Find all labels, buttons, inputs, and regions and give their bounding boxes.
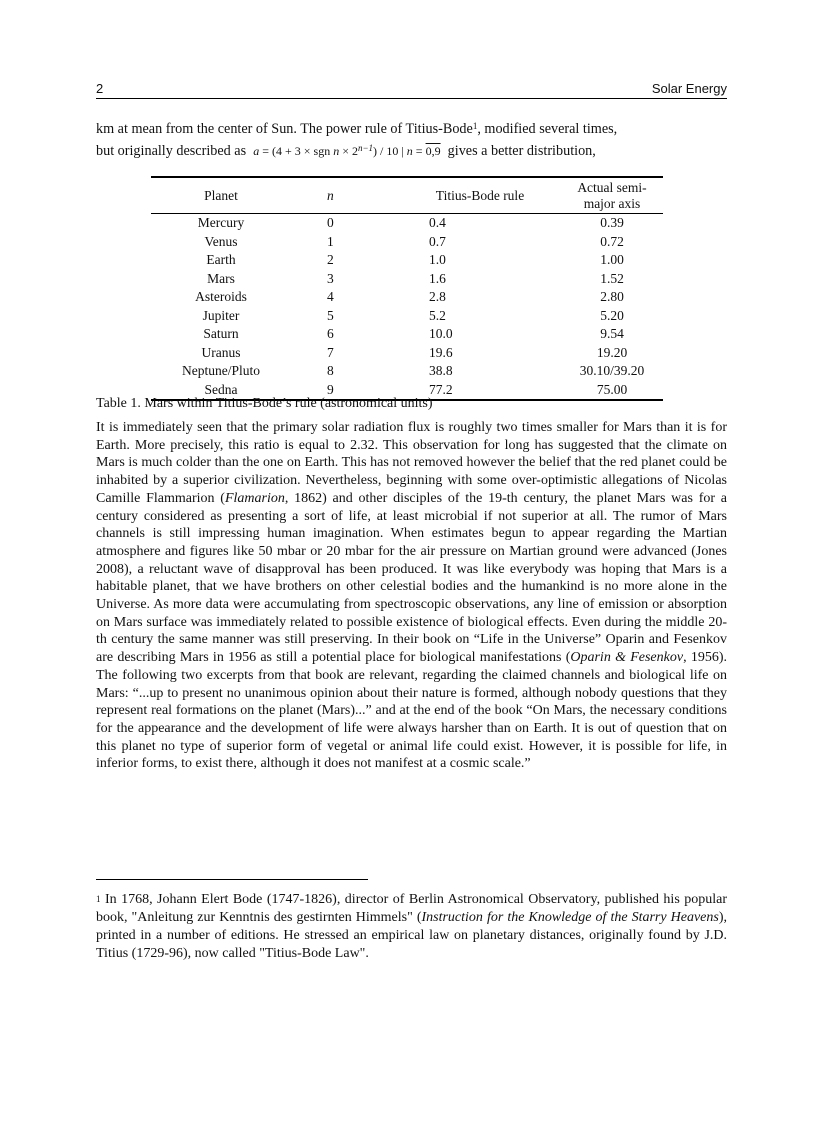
cell-titius-bode: 2.8 (429, 289, 446, 304)
cell-planet: Jupiter (202, 307, 240, 323)
cell-planet: Neptune/Pluto (182, 363, 260, 378)
running-title: Solar Energy (651, 81, 727, 96)
body-text-1: It is immediately seen that the primary solar radiation flux is roughly two times smaller for Mars than it is for Earth. More precisely, this ratio is equal to 2.32. This observation for long has suggested that the climate on Mars is much colder than the one on Earth. This has not removed however the belief that the red planet could be inhabited by a superior civilization. Nevertheless, beginning with some over-optimistic allegations of Nicolas Camille Flammarion ( (96, 420, 727, 506)
body-text-3: , 1956). The following two excerpts from that book are relevant, regarding the claimed channels and biological life on Mars: “...up to present no unanimous opinion about their nature is formed, although nobody questions that they represent real formations on the planet (Mars)...” and at the end of the book “On Mars, the necessary conditions for the appearance and the development of life were always harsher than on Earth. It is out of question that on this planet no type of superior form of vegetal or animal life could exist. However, it is possible for life, in inferior forms, to exist there, although it does not manifest at a cosmic scale.” (96, 650, 727, 772)
footnote (96, 891, 727, 963)
formula-exponent: n−1 (357, 143, 374, 153)
footnote-reference: 1 (472, 121, 478, 131)
header-titius-bode-rule: Titius-Bode rule (435, 188, 525, 203)
formula-n: n (333, 144, 340, 158)
cell-planet: Earth (206, 252, 236, 267)
footnote-text (96, 891, 727, 963)
cell-planet: Mercury (197, 215, 245, 230)
table-body (151, 214, 663, 401)
table-row (151, 325, 663, 344)
cell-titius-bode: 38.8 (429, 363, 453, 378)
table-header-row (151, 177, 663, 214)
formula-a: a (253, 144, 260, 158)
footnote-mark: 1 (96, 894, 101, 904)
cell-titius-bode: 0.4 (429, 215, 446, 230)
cell-n: 9 (327, 381, 334, 397)
footnote-divider (96, 879, 368, 880)
table-caption: Table 1. Mars within Titius-Bode’s rule (astronomical units) (96, 396, 433, 411)
cell-titius-bode: 0.7 (429, 233, 446, 249)
cell-planet: Venus (204, 233, 238, 249)
header-actual-axis: Actual semi-major axis (577, 180, 647, 211)
table-row (151, 288, 663, 307)
cell-n: 8 (327, 363, 334, 378)
cell-titius-bode: 77.2 (429, 381, 453, 397)
intro-paragraph (96, 118, 727, 162)
cell-n: 4 (327, 289, 334, 304)
intro-text-2-tail: gives a better distribution, (447, 143, 596, 159)
cell-planet: Uranus (201, 344, 241, 360)
citation-flamarion: Flamarion (224, 490, 285, 506)
body-text-2: , 1862) and other disciples of the 19-th century, the planet Mars was for a century considered as presenting a sort of life, at least microbial if not superior at all. The rumor of Mars channels is still impressing human imagination. When estimates begun to appear regarding the Martian atmosphere and figures like 50 mbar or 20 mbar for the air pressure on Martian ground were advanced (Jones 2008), a reluctant wave of disapproval has been produced. It was like everybody was hoping that Mars is a habitable planet, that we have brothers on other celestial bodies and the humankind is no more alone in the Universe. As more data were accumulating from spectroscopic observations, any line of emission or absorption on Mars surface was immediately related to possible existence of biological effects. Even during the middle 20-th century the same manner was still preserving. In their book on “Life in the Universe” Oparin and Fesenkov are describing Mars in 1956 as still a potential place for biological manifestations ( (96, 490, 728, 666)
footnote-text-2: ), printed in a number of editions. He stressed an empirical law on planetary distances, originally found by J.D. Titius (1729-96), now called "Titius-Bode Law". (96, 910, 727, 961)
cell-titius-bode: 1.0 (429, 252, 446, 267)
cell-actual: 0.72 (600, 233, 624, 249)
header-n: n (327, 188, 334, 203)
formula-n: n (406, 144, 413, 158)
cell-n: 2 (327, 252, 334, 267)
cell-planet: Sedna (204, 381, 238, 397)
intro-text-1: km at mean from the center of Sun. The power rule of Titius-Bode (96, 121, 473, 137)
page-number: 2 (96, 81, 104, 96)
cell-n: 3 (327, 270, 334, 286)
body-paragraph (96, 419, 727, 773)
formula-range: 0,9 (425, 144, 441, 158)
cell-n: 7 (327, 344, 334, 360)
titius-bode-table (151, 176, 663, 401)
body-text (96, 419, 727, 773)
intro-line-1 (96, 118, 727, 140)
cell-titius-bode: 5.2 (429, 307, 446, 323)
cell-planet: Saturn (203, 326, 239, 341)
titius-bode-formula (253, 144, 440, 158)
intro-text-2: but originally described as (96, 143, 247, 159)
cell-actual: 0.39 (600, 215, 624, 230)
intro-text-1-tail: , modified several times, (477, 121, 618, 137)
formula-part: × 2 (339, 144, 358, 158)
cell-actual: 30.10/39.20 (579, 363, 645, 378)
table-row (151, 307, 663, 326)
table-row (151, 362, 663, 381)
cell-n: 1 (327, 233, 334, 249)
table-row (151, 214, 663, 233)
citation-oparin-fesenkov: Oparin & Fesenkov (570, 650, 684, 666)
cell-actual: 9.54 (600, 326, 624, 341)
formula-part: = (412, 144, 426, 158)
cell-n: 6 (327, 326, 334, 341)
table-row (151, 233, 663, 252)
footnote-text-1: In 1768, Johann Elert Bode (1747-1826), director of Berlin Astronomical Observatory, published his popular book, "Anleitung zur Kenntnis des gestirnten Himmels" ( (96, 892, 727, 925)
cell-actual: 19.20 (596, 344, 628, 360)
formula-part: = (4 + 3 × sgn (259, 144, 334, 158)
table-row (151, 270, 663, 289)
cell-planet: Mars (207, 270, 235, 286)
header-planet: Planet (204, 188, 238, 203)
cell-n: 5 (327, 307, 334, 323)
cell-titius-bode: 19.6 (429, 344, 453, 360)
formula-part: ) / 10 | (373, 144, 407, 158)
cell-titius-bode: 1.6 (429, 270, 446, 286)
cell-actual: 1.00 (600, 252, 624, 267)
footnote-book-title: Instruction for the Knowledge of the Starry Heavens (421, 910, 719, 925)
cell-titius-bode: 10.0 (429, 326, 453, 341)
cell-actual: 2.80 (600, 289, 624, 304)
table-row (151, 344, 663, 363)
data-table (151, 176, 663, 401)
cell-actual: 75.00 (596, 381, 628, 397)
cell-n: 0 (327, 215, 334, 230)
cell-actual: 5.20 (600, 307, 624, 323)
running-header (96, 80, 727, 99)
table-row (151, 251, 663, 270)
intro-line-2 (96, 140, 727, 162)
cell-planet: Asteroids (195, 289, 247, 304)
cell-actual: 1.52 (600, 270, 624, 286)
